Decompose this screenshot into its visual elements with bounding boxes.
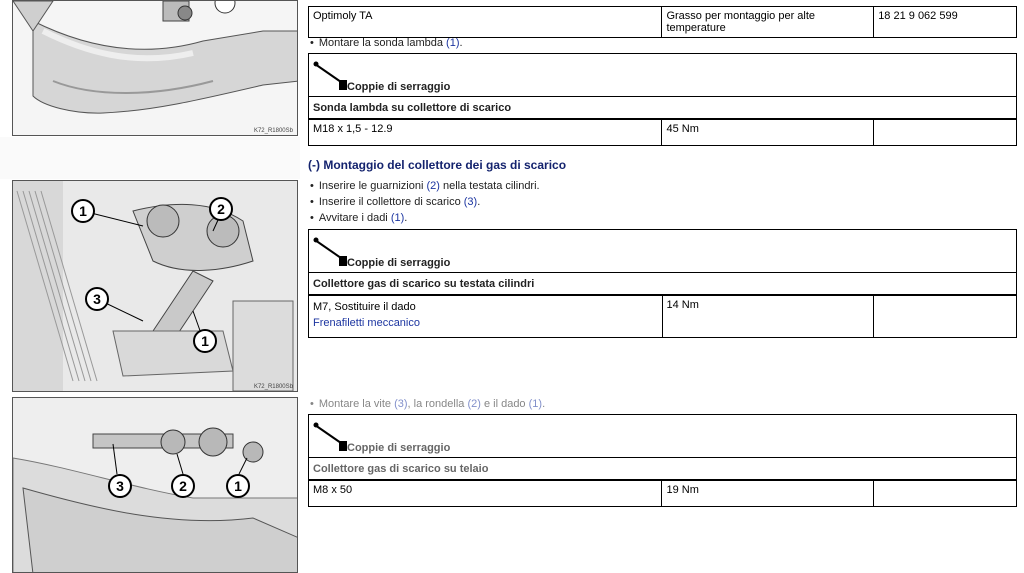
- table-cell: [309, 296, 663, 338]
- ref-link[interactable]: (2): [467, 398, 481, 410]
- table-cell: M18 x 1,5 - 12.9: [309, 120, 662, 146]
- ref-link[interactable]: (1): [446, 37, 460, 49]
- table-cell: [874, 120, 1017, 146]
- table-cell: [874, 296, 1017, 338]
- table-row: [309, 481, 1017, 507]
- torque-table-frame: [308, 480, 1017, 507]
- table-cell: M8 x 50: [309, 481, 662, 507]
- callout-1: 1: [226, 474, 250, 498]
- torque-subtitle: Collettore gas di scarico su telaio: [313, 463, 489, 475]
- table-cell: Grasso per montaggio per alte temperature: [662, 7, 874, 38]
- callout-1-top: 1: [71, 199, 95, 223]
- torque-table-cylinder-head: [308, 295, 1017, 338]
- ref-link[interactable]: (1): [528, 398, 543, 410]
- callout-3: 3: [108, 474, 132, 498]
- table-cell: 14 Nm: [662, 296, 874, 338]
- ref-link[interactable]: (1): [390, 212, 405, 224]
- torque-wrench-icon: [313, 421, 349, 453]
- table-cell: 19 Nm: [662, 481, 874, 507]
- callout-1-bottom: 1: [193, 329, 217, 353]
- torque-subtitle: Collettore gas di scarico su testata cilindri: [313, 278, 535, 290]
- figure-frame-mount: [12, 397, 298, 573]
- step-nuts: • Avvitare i dadi (1).: [310, 212, 408, 224]
- torque-box-lambda: [308, 53, 1017, 119]
- step-collector: • Inserire il collettore di scarico (3).: [310, 196, 481, 208]
- step-gaskets: • Inserire le guarnizioni (2) nella testata cilindri.: [310, 180, 540, 192]
- table-cell: 45 Nm: [662, 120, 874, 146]
- exhaust-drawing-3: [13, 398, 298, 573]
- figure-code: K72_R1800Sb: [253, 128, 293, 134]
- figure-code: K72_R1800Sb: [253, 384, 293, 390]
- torque-box-frame: [308, 414, 1017, 480]
- callout-2: 2: [171, 474, 195, 498]
- table-row: [309, 296, 1017, 338]
- callout-2-top: 2: [209, 197, 233, 221]
- torque-title: Coppie di serraggio: [347, 81, 451, 93]
- ref-link[interactable]: (2): [426, 180, 440, 192]
- table-cell: [874, 481, 1017, 507]
- spec-text: M7, Sostituire il dado: [313, 301, 416, 313]
- torque-title: Coppie di serraggio: [347, 442, 451, 454]
- torque-subtitle: Sonda lambda su collettore di scarico: [313, 102, 512, 114]
- figure-exhaust-collector: [12, 180, 298, 392]
- figure-lambda-sensor: [12, 0, 298, 136]
- step-screw: • Montare la vite (3), la rondella (2) e il dado (1).: [310, 398, 546, 410]
- table-row: [309, 120, 1017, 146]
- section-heading: (-) Montaggio del collettore dei gas di scarico: [308, 158, 567, 172]
- figure-separator: [0, 137, 300, 179]
- exhaust-drawing-1: [13, 1, 298, 136]
- ref-link[interactable]: (3): [394, 398, 408, 410]
- exhaust-drawing-2: [13, 181, 298, 392]
- torque-wrench-icon: [313, 60, 349, 92]
- table-row: [309, 7, 1017, 38]
- torque-table-lambda: [308, 119, 1017, 146]
- table-cell: 18 21 9 062 599: [874, 7, 1017, 38]
- step-lambda: • Montare la sonda lambda (1).: [310, 37, 463, 49]
- callout-3: 3: [85, 287, 109, 311]
- torque-wrench-icon: [313, 236, 349, 268]
- threadlocker-link[interactable]: Frenafiletti meccanico: [313, 317, 420, 329]
- table-cell: Optimoly TA: [309, 7, 662, 38]
- torque-box-cylinder-head: [308, 229, 1017, 295]
- ref-link[interactable]: (3): [463, 196, 478, 208]
- lubricant-table: [308, 6, 1017, 38]
- torque-title: Coppie di serraggio: [347, 257, 451, 269]
